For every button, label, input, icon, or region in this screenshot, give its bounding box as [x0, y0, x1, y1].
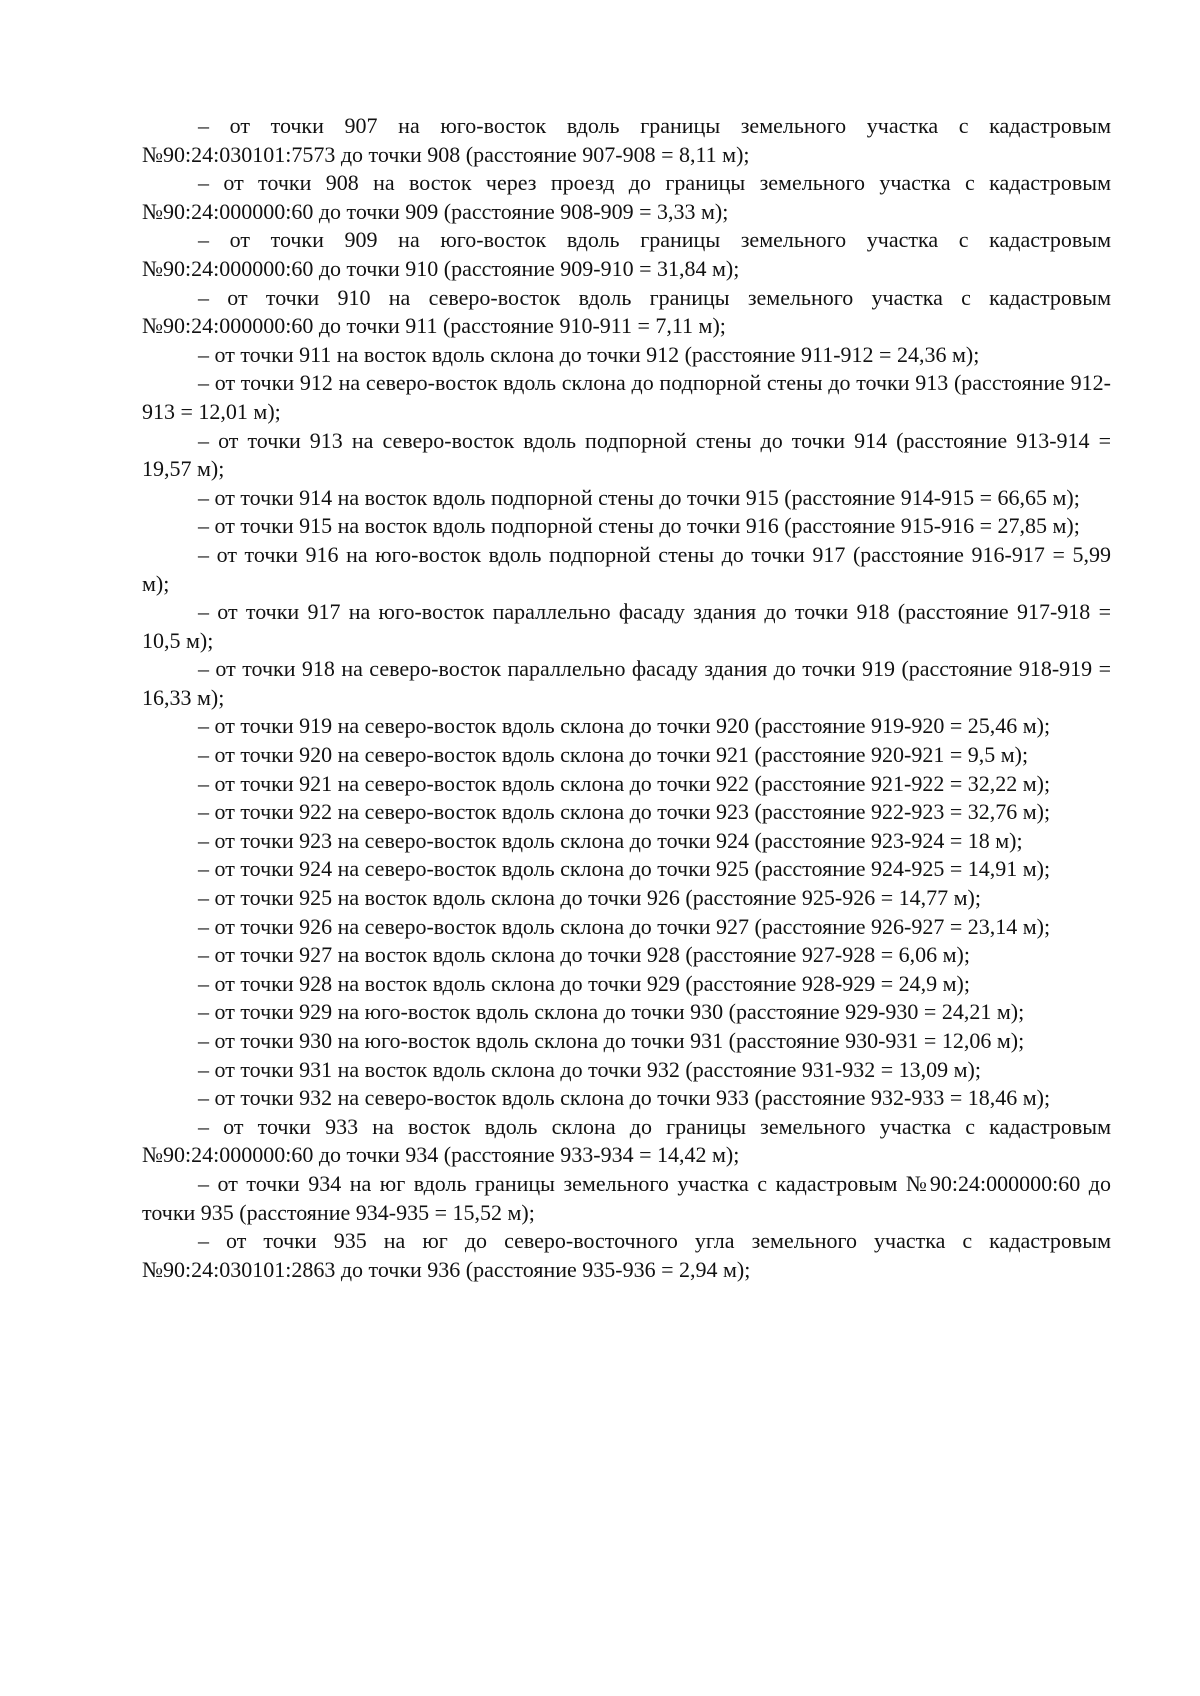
paragraph-907: – от точки 907 на юго-восток вдоль границы земельного участка с кадастровым №90:24:030101:7573 до точки 908 (расстояние 907-908 = 8,11 м); [142, 113, 1111, 167]
paragraph-913: – от точки 913 на северо-восток вдоль подпорной стены до точки 914 (расстояние 913-914 = 19,57 м); [142, 427, 1111, 482]
paragraph-929: – от точки 929 на юго-восток вдоль склона до точки 930 (расстояние 929-930 = 24,21 м); [198, 999, 1025, 1025]
paragraph-918: – от точки 918 на северо-восток параллельно фасаду здания до точки 919 (расстояние 918-919 = 16,33 м); [142, 656, 1111, 710]
paragraph-924: – от точки 924 на северо-восток вдоль склона до точки 925 (расстояние 924-925 = 14,91 м); [198, 856, 1051, 882]
paragraph-927: – от точки 927 на восток вдоль склона до точки 928 (расстояние 927-928 = 6,06 м); [198, 942, 970, 968]
paragraph-912: – от точки 912 на северо-восток вдоль склона до подпорной стены до точки 913 (расстояние 912-913 = 12,01 м); [142, 370, 1111, 424]
paragraph-914: – от точки 914 на восток вдоль подпорной стены до точки 915 (расстояние 914-915 = 66,65 м); [198, 484, 1080, 510]
paragraph-915: – от точки 915 на восток вдоль подпорной стены до точки 916 (расстояние 915-916 = 27,85 м); [198, 513, 1080, 539]
paragraph-933: – от точки 933 на восток вдоль склона до границы земельного участка с кадастровым №90:24:000000:60 до точки 934 (расстояние 933-934 = 14,42 м); [142, 1113, 1111, 1168]
paragraph-917: – от точки 917 на юго-восток параллельно фасаду здания до точки 918 (расстояние 917-918 = 10,5 м); [142, 599, 1111, 653]
paragraph-925: – от точки 925 на восток вдоль склона до точки 926 (расстояние 925-926 = 14,77 м); [198, 885, 981, 911]
paragraph-920: – от точки 920 на северо-восток вдоль склона до точки 921 (расстояние 920-921 = 9,5 м); [198, 742, 1029, 768]
paragraph-910: – от точки 910 на северо-восток вдоль границы земельного участка с кадастровым №90:24:000000:60 до точки 911 (расстояние 910-911 = 7,11 м); [142, 284, 1111, 339]
paragraph-934: – от точки 934 на юг вдоль границы земельного участка с кадастровым №90:24:000000:60 до точки 935 (расстояние 934-935 = 15,52 м); [142, 1170, 1111, 1225]
paragraph-928: – от точки 928 на восток вдоль склона до точки 929 (расстояние 928-929 = 24,9 м); [198, 970, 970, 996]
document-page [142, 112, 1111, 1284]
paragraph-930: – от точки 930 на юго-восток вдоль склона до точки 931 (расстояние 930-931 = 12,06 м); [198, 1028, 1025, 1053]
paragraph-921: – от точки 921 на северо-восток вдоль склона до точки 922 (расстояние 921-922 = 32,22 м); [198, 770, 1051, 796]
paragraph-911: – от точки 911 на восток вдоль склона до точки 912 (расстояние 911-912 = 24,36 м); [198, 341, 980, 367]
paragraph-916: – от точки 916 на юго-восток вдоль подпорной стены до точки 917 (расстояние 916-917 = 5,99 м); [142, 541, 1111, 596]
paragraph-919: – от точки 919 на северо-восток вдоль склона до точки 920 (расстояние 919-920 = 25,46 м); [198, 713, 1051, 739]
paragraph-909: – от точки 909 на юго-восток вдоль границы земельного участка с кадастровым №90:24:000000:60 до точки 910 (расстояние 909-910 = 31,84 м); [142, 227, 1111, 281]
paragraph-908: – от точки 908 на восток через проезд до границы земельного участка с кадастровым №90:24:000000:60 до точки 909 (расстояние 908-909 = 3,33 м); [142, 170, 1111, 224]
paragraph-926: – от точки 926 на северо-восток вдоль склона до точки 927 (расстояние 926-927 = 23,14 м); [198, 913, 1051, 939]
paragraph-935: – от точки 935 на юг до северо-восточного угла земельного участка с кадастровым №90:24:030101:2863 до точки 936 (расстояние 935-936 = 2,94 м); [142, 1228, 1111, 1282]
paragraph-932: – от точки 932 на северо-восток вдоль склона до точки 933 (расстояние 932-933 = 18,46 м); [198, 1085, 1051, 1111]
paragraph-923: – от точки 923 на северо-восток вдоль склона до точки 924 (расстояние 923-924 = 18 м); [198, 827, 1023, 853]
paragraph-931: – от точки 931 на восток вдоль склона до точки 932 (расстояние 931-932 = 13,09 м); [198, 1056, 981, 1082]
paragraph-922: – от точки 922 на северо-восток вдоль склона до точки 923 (расстояние 922-923 = 32,76 м); [198, 799, 1051, 825]
